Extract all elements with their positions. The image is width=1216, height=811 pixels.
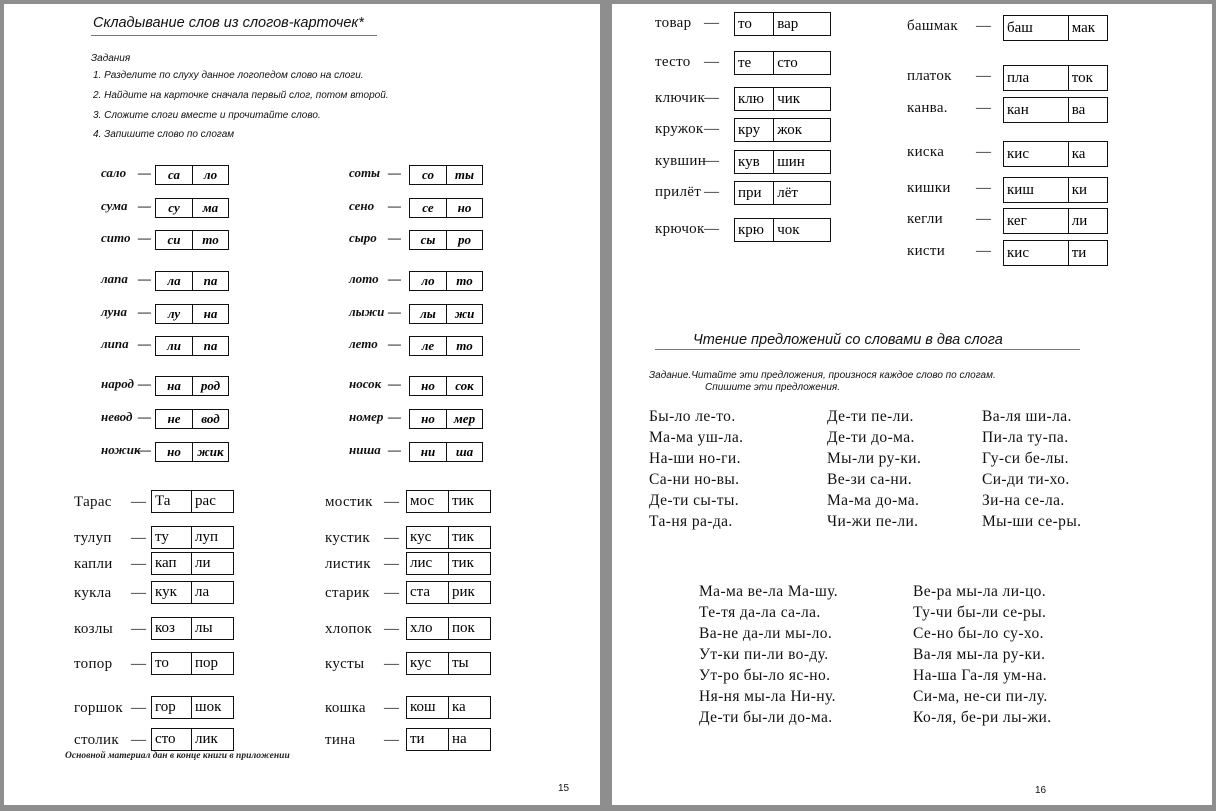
syllable-card [406,526,491,549]
syllable-cell: ло [192,166,228,184]
dash: — [704,184,720,200]
syllable-cell: со [422,167,434,182]
sentence: Ту-чи бы-ли се-ры. [913,604,1047,621]
syllable-card [406,617,491,640]
dash: — [138,271,151,286]
syllable-cell: то [155,655,169,671]
dash: — [131,700,147,716]
word-label: тулуп [74,530,112,546]
word-label: народ [101,376,134,391]
syllable-cell: сок [446,377,482,395]
syllable-cell: род [192,377,228,395]
word-label: ключик [655,90,706,106]
syllable-cell: но [421,378,435,393]
word-label: сало [101,165,127,180]
syllable-cell: си [167,232,181,247]
syllable-card [409,442,483,462]
dash: — [384,530,400,546]
syllable-cell: лы [191,618,233,639]
dash: — [131,656,147,672]
word-label: кишки [907,180,951,196]
word-label: соты [349,165,381,180]
dash: — [138,442,151,457]
word-label: платок [907,68,952,84]
syllable-cell: мак [1068,16,1107,40]
dash: — [976,18,992,34]
syllable-card [406,581,491,604]
word-label: столик [74,732,119,748]
word-label: козлы [74,621,114,637]
syllable-cell: на [192,305,228,323]
dash: — [131,494,147,510]
word-label: лыжи [349,304,385,319]
sentence: На-ши но-ги. [649,450,741,467]
syllable-cell: кук [155,584,177,600]
dash: — [976,180,992,196]
syllable-cell: сы [420,232,436,247]
dash: — [384,621,400,637]
syllable-card [155,442,229,462]
syllable-card [1003,177,1108,203]
syllable-cell: сто [155,731,176,747]
sentence: Ва-ля мы-ла ру-ки. [913,646,1046,663]
syllable-cell: не [167,411,181,426]
syllable-cell: ты [448,653,490,674]
footnote: Основной материал дан в конце книги в приложении [65,751,290,761]
dash: — [388,376,401,391]
sentence: Са-ни но-вы. [649,471,740,488]
dash: — [704,90,720,106]
word-label: сено [349,198,375,213]
syllable-card [734,87,831,111]
dash: — [704,153,720,169]
syllable-cell: ла [167,273,181,288]
syllable-cell: но [167,444,181,459]
syllable-cell: чик [773,88,830,110]
word-label: прилёт [655,184,702,200]
word-label: топор [74,656,113,672]
syllable-card [1003,208,1108,234]
word-label: кошка [325,700,366,716]
dash: — [388,336,401,351]
syllable-card [409,336,483,356]
sentence: Си-ди ти-хо. [982,471,1070,488]
syllable-card [151,728,234,751]
syllable-cell: на [448,729,490,750]
syllable-card [151,490,234,513]
word-label: луна [101,304,127,319]
dash: — [131,530,147,546]
syllable-cell: жик [192,443,228,461]
dash: — [976,68,992,84]
sentence: Се-но бы-ло су-хо. [913,625,1044,642]
syllable-cell: жок [773,119,830,141]
sentence: Те-тя да-ла са-ла. [699,604,821,621]
syllable-cell: тик [448,491,490,512]
syllable-cell: кан [1007,101,1029,118]
sentence: Мы-ши се-ры. [982,513,1082,530]
dash: — [131,732,147,748]
syllable-cell: кус [410,529,432,545]
dash: — [388,442,401,457]
dash: — [384,585,400,601]
syllable-card [151,552,234,575]
syllable-card [409,376,483,396]
syllable-cell: на [167,378,181,393]
dash: — [138,304,151,319]
word-label: кегли [907,211,943,227]
sentence: Ут-ки пи-ли во-ду. [699,646,829,663]
page-right [612,4,1212,805]
dash: — [138,198,151,213]
dash: — [388,198,401,213]
syllable-cell: ма [192,199,228,217]
syllable-cell: ста [410,584,431,600]
word-label: мостик [325,494,373,510]
syllable-cell: су [168,200,180,215]
task-item: 3. Сложите слоги вместе и прочитайте слово. [93,110,321,121]
word-label: кустик [325,530,370,546]
dash: — [388,165,401,180]
syllable-cell: ро [446,231,482,249]
syllable-cell: сто [773,52,830,74]
task-item: 2. Найдите на карточке сначала первый слог, потом второй. [93,90,389,101]
syllable-cell: то [192,231,228,249]
dash: — [976,211,992,227]
dash: — [704,15,720,31]
section-title: Чтение предложений со словами в два слога [693,332,1003,348]
syllable-card [1003,240,1108,266]
syllable-cell: ли [167,338,181,353]
syllable-cell: шин [773,151,830,173]
syllable-card [406,552,491,575]
word-label: кружок [655,121,704,137]
syllable-card [151,652,234,675]
dash: — [131,585,147,601]
sentence: Мы-ли ру-ки. [827,450,922,467]
sentence: Ма-ма до-ма. [827,492,920,509]
sentence: Ва-ля ши-ла. [982,408,1072,425]
word-label: листик [325,556,371,572]
sentence: Ня-ня мы-ла Ни-ну. [699,688,836,705]
sentence: Ма-ма уш-ла. [649,429,744,446]
word-label: кукла [74,585,112,601]
task-item: 1. Разделите по слуху данное логопедом слово на слоги. [93,70,364,81]
syllable-cell: ты [446,166,482,184]
sentence: Си-ма, не-си пи-лу. [913,688,1048,705]
sentence: Ва-не да-ли мы-ло. [699,625,833,642]
syllable-card [406,652,491,675]
dash: — [131,556,147,572]
syllable-cell: чок [773,219,830,241]
syllable-cell: кег [1007,212,1027,229]
task-text: Спишите эти предложения. [705,382,841,393]
word-label: сито [101,230,131,245]
syllable-cell: ло [421,273,435,288]
dash: — [384,700,400,716]
syllable-cell: пла [1007,69,1030,86]
syllable-card [409,198,483,218]
syllable-card [151,617,234,640]
title-underline [91,35,377,36]
syllable-card [734,218,831,242]
word-label: лето [349,336,378,351]
syllable-cell: Та [155,493,171,509]
syllable-cell: лёт [773,182,830,204]
word-label: киска [907,144,945,160]
dash: — [138,336,151,351]
word-label: сыро [349,230,377,245]
syllable-cell: се [422,200,434,215]
syllable-card [155,230,229,250]
word-label: тесто [655,54,691,70]
syllable-cell: са [168,167,180,182]
word-label: башмак [907,18,958,34]
syllable-cell: лу [167,306,181,321]
syllable-card [734,12,831,36]
word-label: лапа [101,271,128,286]
syllable-cell: ла [191,582,233,603]
word-label: кувшин [655,153,707,169]
syllable-card [155,336,229,356]
syllable-cell: луп [191,527,233,548]
word-label: лото [349,271,379,286]
syllable-cell: мер [446,410,482,428]
syllable-cell: ки [1068,178,1107,202]
dash: — [138,376,151,391]
syllable-card [1003,15,1108,41]
syllable-card [409,165,483,185]
word-label: товар [655,15,692,31]
syllable-cell: ва [1068,98,1107,122]
sentence: Чи-жи пе-ли. [827,513,919,530]
dash: — [384,656,400,672]
dash: — [384,732,400,748]
dash: — [384,494,400,510]
task-heading: Задания [91,53,131,64]
section-title-underline [655,349,1080,350]
dash: — [976,144,992,160]
syllable-cell: при [738,184,762,201]
sentence: Ко-ля, бе-ри лы-жи. [913,709,1052,726]
syllable-cell: киш [1007,181,1034,198]
syllable-card [406,490,491,513]
dash: — [384,556,400,572]
syllable-cell: баш [1007,19,1033,36]
sentence: Де-ти до-ма. [827,429,915,446]
syllable-cell: кис [1007,145,1029,162]
word-label: номер [349,409,384,424]
syllable-card [409,230,483,250]
syllable-card [155,271,229,291]
syllable-cell: шок [191,697,233,718]
word-label: канва. [907,100,948,116]
task-item: 4. Запишите слово по слогам [93,129,235,140]
syllable-cell: рас [191,491,233,512]
sentence: Ма-ма ве-ла Ма-шу. [699,583,839,600]
dash: — [138,409,151,424]
page-number: 16 [1035,785,1047,796]
word-label: кисти [907,243,946,259]
syllable-cell: ти [1068,241,1107,265]
sentence: Гу-си бе-лы. [982,450,1069,467]
word-label: ниша [349,442,381,457]
syllable-cell: коз [155,620,175,636]
dash: — [976,100,992,116]
syllable-cell: те [738,54,752,71]
syllable-card [409,409,483,429]
word-label: капли [74,556,113,572]
dash: — [138,165,151,180]
syllable-cell: ли [1068,209,1107,233]
syllable-cell: ле [421,338,435,353]
syllable-cell: ту [155,529,169,545]
syllable-cell: па [192,337,228,355]
page-title: Складывание слов из слогов-карточек* [93,15,364,31]
syllable-card [1003,97,1108,123]
syllable-card [734,150,831,174]
dash: — [131,621,147,637]
word-label: крючок [655,221,705,237]
syllable-cell: кап [155,555,177,571]
syllable-cell: ти [410,731,425,747]
syllable-cell: кру [738,121,761,138]
word-label: хлопок [325,621,373,637]
syllable-card [409,304,483,324]
dash: — [388,230,401,245]
syllable-card [155,409,229,429]
word-label: сума [101,198,128,213]
syllable-card [151,581,234,604]
syllable-cell: гор [155,699,176,715]
word-label: носок [349,376,382,391]
syllable-card [1003,141,1108,167]
syllable-cell: ли [191,553,233,574]
dash: — [388,271,401,286]
syllable-card [734,118,831,142]
syllable-cell: жи [446,305,482,323]
sentence: Та-ня ра-да. [649,513,733,530]
syllable-card [151,696,234,719]
syllable-card [734,181,831,205]
syllable-cell: кис [1007,244,1029,261]
syllable-cell: ка [448,697,490,718]
sentence: Де-ти пе-ли. [827,408,914,425]
dash: — [388,304,401,319]
syllable-cell: ка [1068,142,1107,166]
word-label: липа [101,336,129,351]
syllable-cell: лис [410,555,433,571]
syllable-cell: но [446,199,482,217]
syllable-card [155,304,229,324]
page-number: 15 [558,783,570,794]
syllable-card [155,198,229,218]
syllable-cell: мос [410,493,435,509]
syllable-cell: клю [738,90,764,107]
task-text: Задание.Читайте эти предложения, произнося каждое слово по слогам. [649,370,996,381]
dash: — [704,54,720,70]
syllable-cell: ни [420,444,436,459]
syllable-cell: крю [738,221,764,238]
word-label: Тарас [74,494,112,510]
word-label: кусты [325,656,365,672]
syllable-cell: вар [773,13,830,35]
syllable-cell: ша [446,443,482,461]
syllable-cell: кус [410,655,432,671]
syllable-cell: тик [448,527,490,548]
syllable-cell: то [738,15,752,32]
sentence: Ве-ра мы-ла ли-цо. [913,583,1047,600]
sentence: Де-ти сы-ты. [649,492,740,509]
syllable-cell: хло [410,620,433,636]
dash: — [138,230,151,245]
dash: — [388,409,401,424]
syllable-cell: кош [410,699,436,715]
syllable-card [155,165,229,185]
syllable-cell: то [446,272,482,290]
syllable-card [734,51,831,75]
syllable-cell: тик [448,553,490,574]
word-label: невод [101,409,133,424]
syllable-cell: пок [448,618,490,639]
page-left [4,4,600,805]
sentence: Ут-ро бы-ло яс-но. [699,667,831,684]
syllable-cell: но [421,411,435,426]
syllable-card [406,728,491,751]
dash: — [704,221,720,237]
syllable-card [155,376,229,396]
sentence: Бы-ло ле-то. [649,408,736,425]
syllable-cell: рик [448,582,490,603]
sentence: Ве-зи са-ни. [827,471,913,488]
syllable-cell: кув [738,153,760,170]
sentence: Пи-ла ту-па. [982,429,1069,446]
syllable-cell: лик [191,729,233,750]
syllable-card [409,271,483,291]
word-label: старик [325,585,370,601]
sentence: Зи-на се-ла. [982,492,1065,509]
syllable-cell: па [192,272,228,290]
dash: — [976,243,992,259]
word-label: ножик [101,442,141,457]
sentence: Де-ти бы-ли до-ма. [699,709,833,726]
syllable-cell: вод [192,410,228,428]
syllable-cell: лы [420,306,436,321]
sentence: На-ша Га-ля ум-на. [913,667,1048,684]
dash: — [704,121,720,137]
syllable-cell: пор [191,653,233,674]
syllable-card [1003,65,1108,91]
syllable-cell: то [446,337,482,355]
word-label: горшок [74,700,123,716]
syllable-card [406,696,491,719]
syllable-card [151,526,234,549]
syllable-cell: ток [1068,66,1107,90]
word-label: тина [325,732,356,748]
